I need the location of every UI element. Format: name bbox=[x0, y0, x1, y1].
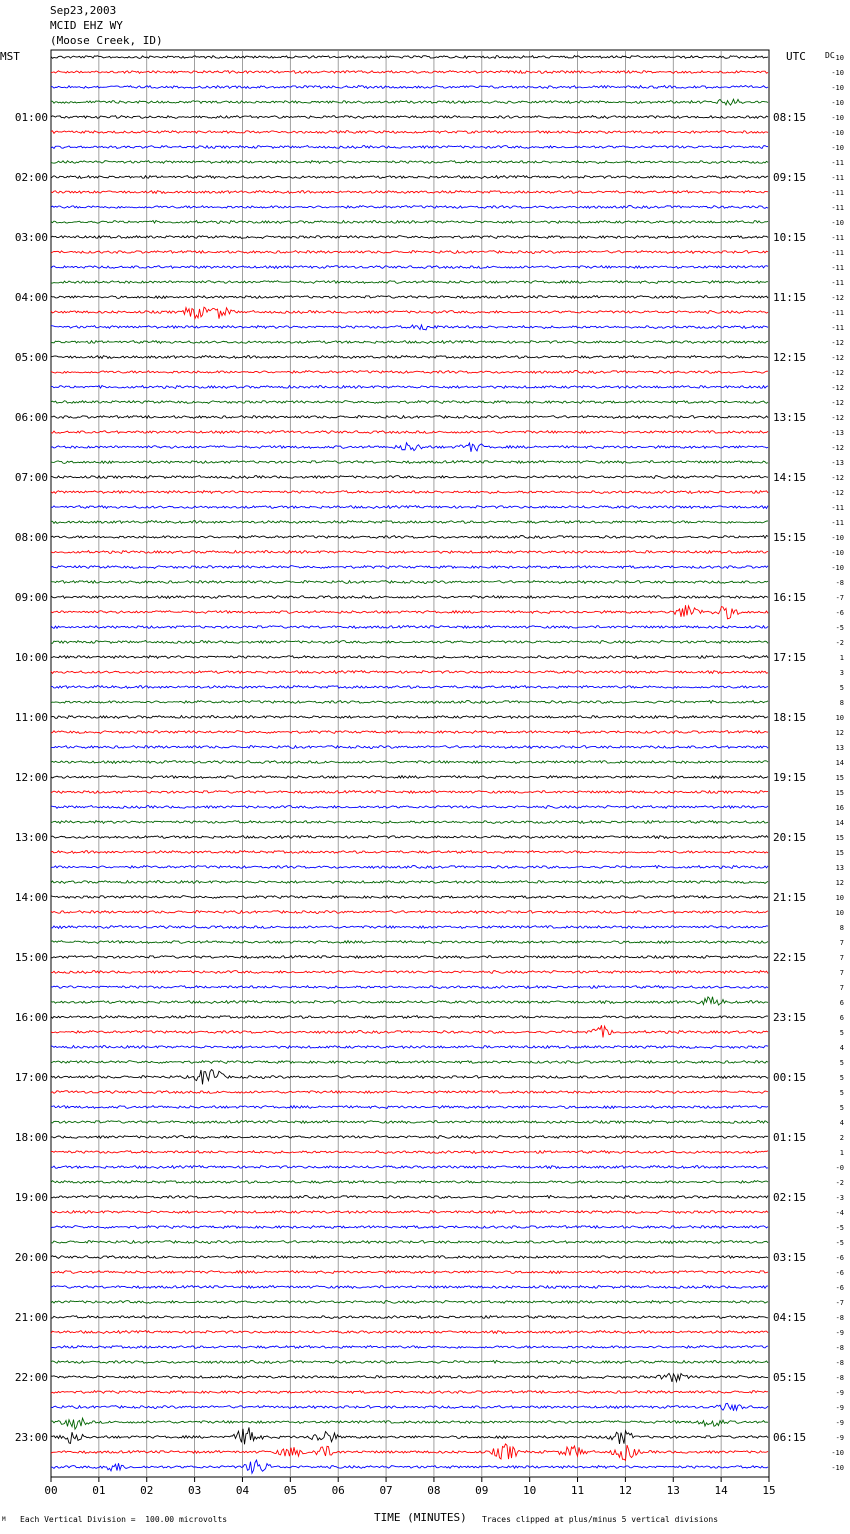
dc-offset-value: -12 bbox=[831, 384, 844, 392]
seismic-trace bbox=[51, 776, 768, 779]
dc-offset-value: 8 bbox=[839, 924, 844, 932]
seismic-trace bbox=[51, 746, 768, 749]
utc-hour-label: 04:15 bbox=[773, 1311, 807, 1324]
dc-offset-value: -6 bbox=[835, 1269, 844, 1277]
seismic-trace bbox=[51, 356, 768, 359]
mst-hour-label: 04:00 bbox=[14, 291, 48, 304]
dc-offset-value: -7 bbox=[835, 594, 844, 602]
seismic-trace bbox=[51, 605, 768, 619]
seismic-trace bbox=[51, 1136, 768, 1139]
seismic-trace bbox=[51, 581, 768, 584]
dc-offset-value: -2 bbox=[835, 1179, 844, 1187]
mst-hour-label: 03:00 bbox=[14, 231, 48, 244]
dc-offset-value: 5 bbox=[839, 1074, 844, 1082]
seismic-trace bbox=[51, 386, 768, 389]
seismic-trace bbox=[51, 701, 768, 704]
mst-hour-label: 10:00 bbox=[14, 651, 48, 664]
seismic-trace bbox=[51, 821, 768, 824]
seismic-trace bbox=[51, 536, 768, 539]
x-tick-label: 15 bbox=[762, 1484, 776, 1497]
dc-offset-value: -10 bbox=[831, 219, 844, 227]
dc-offset-value: -13 bbox=[831, 429, 844, 437]
mst-hour-label: 15:00 bbox=[14, 951, 48, 964]
dc-offset-value: -0 bbox=[835, 1164, 844, 1172]
plot-frame bbox=[51, 50, 769, 1477]
dc-offset-value: 7 bbox=[839, 984, 844, 992]
seismic-trace bbox=[51, 881, 768, 884]
dc-offset-value: -9 bbox=[835, 1434, 844, 1442]
mst-hour-label: 02:00 bbox=[14, 171, 48, 184]
plot-date: Sep23,2003 bbox=[50, 4, 117, 17]
utc-hour-label: 20:15 bbox=[773, 831, 807, 844]
mst-axis-label: MST bbox=[0, 50, 20, 63]
dc-offset-value: -3 bbox=[835, 1194, 844, 1202]
dc-offset-value: -8 bbox=[835, 1359, 844, 1367]
seismic-trace bbox=[51, 461, 768, 464]
dc-offset-value: -11 bbox=[831, 519, 844, 527]
dc-offset-value: -11 bbox=[831, 189, 844, 197]
seismic-trace bbox=[51, 161, 768, 164]
dc-offset-value: 4 bbox=[839, 1119, 844, 1127]
seismic-trace bbox=[51, 1166, 768, 1169]
dc-offset-value: 7 bbox=[839, 939, 844, 947]
utc-hour-label: 03:15 bbox=[773, 1251, 807, 1264]
dc-offset-value: -9 bbox=[835, 1389, 844, 1397]
utc-hour-label: 23:15 bbox=[773, 1011, 807, 1024]
dc-offset-value: -12 bbox=[831, 399, 844, 407]
dc-offset-value: 3 bbox=[839, 669, 844, 677]
dc-offset-value: -6 bbox=[835, 609, 844, 617]
dc-offset-value: 13 bbox=[835, 864, 844, 872]
seismic-trace bbox=[51, 1151, 768, 1154]
seismic-trace bbox=[51, 1091, 768, 1094]
mst-hour-label: 16:00 bbox=[14, 1011, 48, 1024]
seismic-trace bbox=[51, 686, 768, 689]
x-tick-label: 12 bbox=[618, 1484, 633, 1497]
dc-offset-value: -11 bbox=[831, 249, 844, 257]
utc-hour-label: 21:15 bbox=[773, 891, 807, 904]
dc-offset-value: -11 bbox=[831, 174, 844, 182]
dc-offset-value: -10 bbox=[831, 1464, 844, 1472]
seismic-trace bbox=[51, 307, 768, 318]
seismic-trace bbox=[51, 99, 768, 105]
dc-offset-value: 5 bbox=[839, 1059, 844, 1067]
dc-offset-value: -10 bbox=[831, 84, 844, 92]
seismic-trace bbox=[51, 281, 768, 284]
dc-offset-value: -12 bbox=[831, 354, 844, 362]
station-code: MCID EHZ WY bbox=[50, 19, 123, 32]
utc-hour-label: 11:15 bbox=[773, 291, 807, 304]
mst-hour-label: 13:00 bbox=[14, 831, 48, 844]
x-axis-title: TIME (MINUTES) bbox=[374, 1511, 467, 1524]
seismic-trace bbox=[51, 806, 768, 809]
utc-hour-label: 06:15 bbox=[773, 1431, 807, 1444]
seismic-trace bbox=[51, 1286, 768, 1289]
seismic-trace bbox=[51, 1460, 768, 1473]
dc-offset-value: -10 bbox=[831, 549, 844, 557]
utc-hour-label: 19:15 bbox=[773, 771, 807, 784]
dc-offset-value: 5 bbox=[839, 684, 844, 692]
dc-offset-value: 10 bbox=[835, 714, 844, 722]
x-tick-label: 02 bbox=[140, 1484, 154, 1497]
dc-offset-value: 7 bbox=[839, 954, 844, 962]
utc-hour-label: 15:15 bbox=[773, 531, 807, 544]
seismic-trace bbox=[51, 1196, 768, 1199]
seismic-trace bbox=[51, 443, 768, 452]
dc-offset-value: -7 bbox=[835, 1299, 844, 1307]
seismic-trace bbox=[51, 1316, 768, 1319]
mst-hour-label: 17:00 bbox=[14, 1071, 48, 1084]
seismic-trace bbox=[51, 731, 768, 734]
dc-offset-value: 4 bbox=[839, 1044, 844, 1052]
seismic-trace bbox=[51, 956, 768, 959]
utc-hour-label: 05:15 bbox=[773, 1371, 807, 1384]
seismic-trace bbox=[51, 1373, 768, 1382]
utc-hour-label: 02:15 bbox=[773, 1191, 807, 1204]
scale-note: Each Vertical Division = 100.00 microvolts bbox=[20, 1515, 228, 1524]
dc-offset-value: -8 bbox=[835, 579, 844, 587]
dc-offset-value: 6 bbox=[839, 1014, 844, 1022]
mst-hour-label: 11:00 bbox=[14, 711, 48, 724]
seismic-trace bbox=[51, 325, 768, 330]
dc-offset-value: 2 bbox=[839, 1134, 844, 1142]
dc-offset-value: -11 bbox=[831, 324, 844, 332]
dc-offset-value: 8 bbox=[839, 699, 844, 707]
seismic-trace bbox=[51, 986, 768, 989]
x-tick-label: 01 bbox=[92, 1484, 106, 1497]
seismic-trace bbox=[51, 1106, 768, 1109]
dc-offset-value: -10 bbox=[831, 1449, 844, 1457]
seismic-trace bbox=[51, 1046, 768, 1049]
corner-mark: M bbox=[2, 1516, 6, 1523]
seismic-trace bbox=[51, 626, 768, 629]
dc-offset-value: -10 bbox=[831, 99, 844, 107]
utc-hour-label: 22:15 bbox=[773, 951, 807, 964]
seismic-trace bbox=[51, 1181, 768, 1184]
dc-offset-value: 15 bbox=[835, 789, 844, 797]
seismic-trace bbox=[51, 416, 768, 419]
dc-offset-value: 14 bbox=[835, 759, 844, 767]
seismic-trace bbox=[51, 146, 768, 149]
dc-offset-value: -5 bbox=[835, 624, 844, 632]
utc-hour-label: 16:15 bbox=[773, 591, 807, 604]
x-tick-label: 00 bbox=[44, 1484, 58, 1497]
seismic-trace bbox=[51, 1121, 768, 1124]
seismic-trace bbox=[51, 191, 768, 194]
utc-hour-label: 17:15 bbox=[773, 651, 807, 664]
seismic-trace bbox=[51, 997, 768, 1005]
dc-offset-value: 15 bbox=[835, 834, 844, 842]
x-tick-label: 05 bbox=[283, 1484, 297, 1497]
seismic-trace bbox=[51, 551, 768, 554]
dc-offset-value: -12 bbox=[831, 414, 844, 422]
x-tick-label: 10 bbox=[523, 1484, 537, 1497]
dc-offset-value: -11 bbox=[831, 264, 844, 272]
x-tick-label: 09 bbox=[475, 1484, 489, 1497]
seismic-trace bbox=[51, 1211, 768, 1214]
seismic-trace bbox=[51, 866, 768, 869]
seismic-trace bbox=[51, 971, 768, 974]
dc-offset-value: -4 bbox=[835, 1209, 844, 1217]
mst-hour-label: 07:00 bbox=[14, 471, 48, 484]
x-tick-label: 08 bbox=[427, 1484, 441, 1497]
x-tick-label: 11 bbox=[570, 1484, 585, 1497]
seismic-trace bbox=[51, 56, 768, 59]
seismic-trace bbox=[51, 86, 768, 89]
dc-offset-value: -11 bbox=[831, 309, 844, 317]
seismic-trace bbox=[51, 1301, 768, 1304]
dc-offset-value: 1 bbox=[839, 654, 844, 662]
dc-offset-value: -11 bbox=[831, 204, 844, 212]
dc-offset-value: -5 bbox=[835, 1239, 844, 1247]
dc-offset-value: 12 bbox=[835, 729, 844, 737]
mst-hour-label: 20:00 bbox=[14, 1251, 48, 1264]
dc-offset-value: 7 bbox=[839, 969, 844, 977]
seismic-trace bbox=[51, 941, 768, 944]
seismic-trace bbox=[51, 176, 768, 179]
dc-offset-label: DC bbox=[825, 51, 835, 60]
mst-hour-label: 05:00 bbox=[14, 351, 48, 364]
mst-hour-label: 18:00 bbox=[14, 1131, 48, 1144]
seismic-trace bbox=[51, 1025, 768, 1037]
seismic-trace bbox=[51, 1226, 768, 1229]
seismic-trace bbox=[51, 716, 768, 719]
dc-offset-value: -2 bbox=[835, 639, 844, 647]
seismic-trace bbox=[51, 926, 768, 929]
mst-hour-label: 01:00 bbox=[14, 111, 48, 124]
x-tick-label: 06 bbox=[331, 1484, 345, 1497]
seismic-trace bbox=[51, 401, 768, 404]
dc-offset-value: 1 bbox=[839, 1149, 844, 1157]
dc-offset-value: 15 bbox=[835, 774, 844, 782]
seismic-trace bbox=[51, 236, 768, 239]
seismic-trace bbox=[51, 1418, 768, 1429]
utc-hour-label: 12:15 bbox=[773, 351, 807, 364]
seismic-trace bbox=[51, 791, 768, 794]
utc-hour-label: 01:15 bbox=[773, 1131, 807, 1144]
utc-hour-label: 14:15 bbox=[773, 471, 807, 484]
dc-offset-value: 12 bbox=[835, 879, 844, 887]
x-tick-label: 07 bbox=[379, 1484, 393, 1497]
dc-offset-value: -11 bbox=[831, 159, 844, 167]
mst-hour-label: 12:00 bbox=[14, 771, 48, 784]
dc-offset-value: 5 bbox=[839, 1089, 844, 1097]
dc-offset-value: -12 bbox=[831, 294, 844, 302]
seismic-trace bbox=[51, 911, 768, 914]
dc-offset-value: 5 bbox=[839, 1029, 844, 1037]
dc-offset-value: 10 bbox=[835, 909, 844, 917]
dc-offset-value: -10 bbox=[831, 129, 844, 137]
seismic-trace bbox=[51, 1346, 768, 1349]
seismic-trace bbox=[51, 1069, 768, 1084]
seismic-trace bbox=[51, 836, 768, 839]
x-tick-label: 03 bbox=[187, 1484, 202, 1497]
seismic-trace bbox=[51, 131, 768, 134]
dc-offset-value: 13 bbox=[835, 744, 844, 752]
seismic-trace bbox=[51, 491, 768, 494]
seismic-trace bbox=[51, 506, 768, 509]
mst-hour-label: 06:00 bbox=[14, 411, 48, 424]
seismic-trace bbox=[51, 1427, 768, 1444]
mst-hour-label: 22:00 bbox=[14, 1371, 48, 1384]
seismic-trace bbox=[51, 341, 768, 344]
dc-offset-value: -10 bbox=[831, 564, 844, 572]
seismic-trace bbox=[51, 371, 768, 374]
clip-note: Traces clipped at plus/minus 5 vertical divisions bbox=[482, 1515, 719, 1524]
seismic-trace bbox=[51, 1061, 768, 1064]
seismic-trace bbox=[51, 896, 768, 899]
seismic-trace bbox=[51, 1016, 768, 1019]
seismic-trace bbox=[51, 641, 768, 644]
dc-offset-value: -12 bbox=[831, 444, 844, 452]
seismic-trace bbox=[51, 1271, 768, 1274]
dc-offset-value: -11 bbox=[831, 504, 844, 512]
dc-offset-value: 15 bbox=[835, 849, 844, 857]
utc-hour-label: 13:15 bbox=[773, 411, 807, 424]
seismic-trace bbox=[51, 1241, 768, 1244]
dc-offset-value: -10 bbox=[831, 69, 844, 77]
dc-offset-value: -8 bbox=[835, 1314, 844, 1322]
seismic-trace bbox=[51, 71, 768, 74]
seismic-trace bbox=[51, 761, 768, 764]
mst-hour-label: 19:00 bbox=[14, 1191, 48, 1204]
x-tick-label: 13 bbox=[666, 1484, 680, 1497]
seismic-trace bbox=[51, 596, 768, 599]
dc-offset-value: 10 bbox=[835, 894, 844, 902]
dc-offset-value: -10 bbox=[831, 54, 844, 62]
dc-offset-value: 5 bbox=[839, 1104, 844, 1112]
dc-offset-value: -6 bbox=[835, 1254, 844, 1262]
utc-axis-label: UTC bbox=[786, 50, 806, 63]
dc-offset-value: -12 bbox=[831, 339, 844, 347]
dc-offset-value: -10 bbox=[831, 534, 844, 542]
dc-offset-value: -8 bbox=[835, 1374, 844, 1382]
seismic-trace bbox=[51, 266, 768, 269]
dc-offset-value: -5 bbox=[835, 1224, 844, 1232]
mst-hour-label: 14:00 bbox=[14, 891, 48, 904]
dc-offset-value: -12 bbox=[831, 474, 844, 482]
utc-hour-label: 10:15 bbox=[773, 231, 807, 244]
seismic-trace bbox=[51, 566, 768, 569]
dc-offset-value: -8 bbox=[835, 1344, 844, 1352]
dc-offset-value: -6 bbox=[835, 1284, 844, 1292]
dc-offset-value: 14 bbox=[835, 819, 844, 827]
dc-offset-value: -13 bbox=[831, 459, 844, 467]
seismic-trace bbox=[51, 851, 768, 854]
seismic-trace bbox=[51, 1444, 768, 1460]
dc-offset-value: -10 bbox=[831, 114, 844, 122]
dc-offset-value: -11 bbox=[831, 234, 844, 242]
seismic-trace bbox=[51, 251, 768, 254]
seismic-trace bbox=[51, 1403, 768, 1410]
dc-offset-value: -12 bbox=[831, 489, 844, 497]
mst-hour-label: 08:00 bbox=[14, 531, 48, 544]
utc-hour-label: 00:15 bbox=[773, 1071, 807, 1084]
utc-hour-label: 09:15 bbox=[773, 171, 807, 184]
seismic-trace bbox=[51, 221, 768, 224]
seismic-trace bbox=[51, 1256, 768, 1259]
station-location: (Moose Creek, ID) bbox=[50, 34, 163, 47]
dc-offset-value: -10 bbox=[831, 144, 844, 152]
mst-hour-label: 21:00 bbox=[14, 1311, 48, 1324]
seismic-trace bbox=[51, 116, 768, 119]
dc-offset-value: -9 bbox=[835, 1329, 844, 1337]
seismic-trace bbox=[51, 1391, 768, 1394]
seismic-trace bbox=[51, 431, 768, 434]
utc-hour-label: 18:15 bbox=[773, 711, 807, 724]
seismic-trace bbox=[51, 521, 768, 524]
seismic-trace bbox=[51, 296, 768, 299]
mst-hour-label: 23:00 bbox=[14, 1431, 48, 1444]
dc-offset-value: 16 bbox=[835, 804, 844, 812]
x-tick-label: 14 bbox=[714, 1484, 728, 1497]
utc-hour-label: 08:15 bbox=[773, 111, 807, 124]
dc-offset-value: 6 bbox=[839, 999, 844, 1007]
seismic-trace bbox=[51, 206, 768, 209]
seismic-trace bbox=[51, 1331, 768, 1334]
dc-offset-value: -11 bbox=[831, 279, 844, 287]
dc-offset-value: -9 bbox=[835, 1404, 844, 1412]
seismic-trace bbox=[51, 656, 768, 659]
seismic-trace bbox=[51, 1361, 768, 1364]
x-tick-label: 04 bbox=[235, 1484, 250, 1497]
seismic-trace bbox=[51, 671, 768, 674]
mst-hour-label: 09:00 bbox=[14, 591, 48, 604]
dc-offset-value: -9 bbox=[835, 1419, 844, 1427]
dc-offset-value: -12 bbox=[831, 369, 844, 377]
seismic-trace bbox=[51, 476, 768, 479]
